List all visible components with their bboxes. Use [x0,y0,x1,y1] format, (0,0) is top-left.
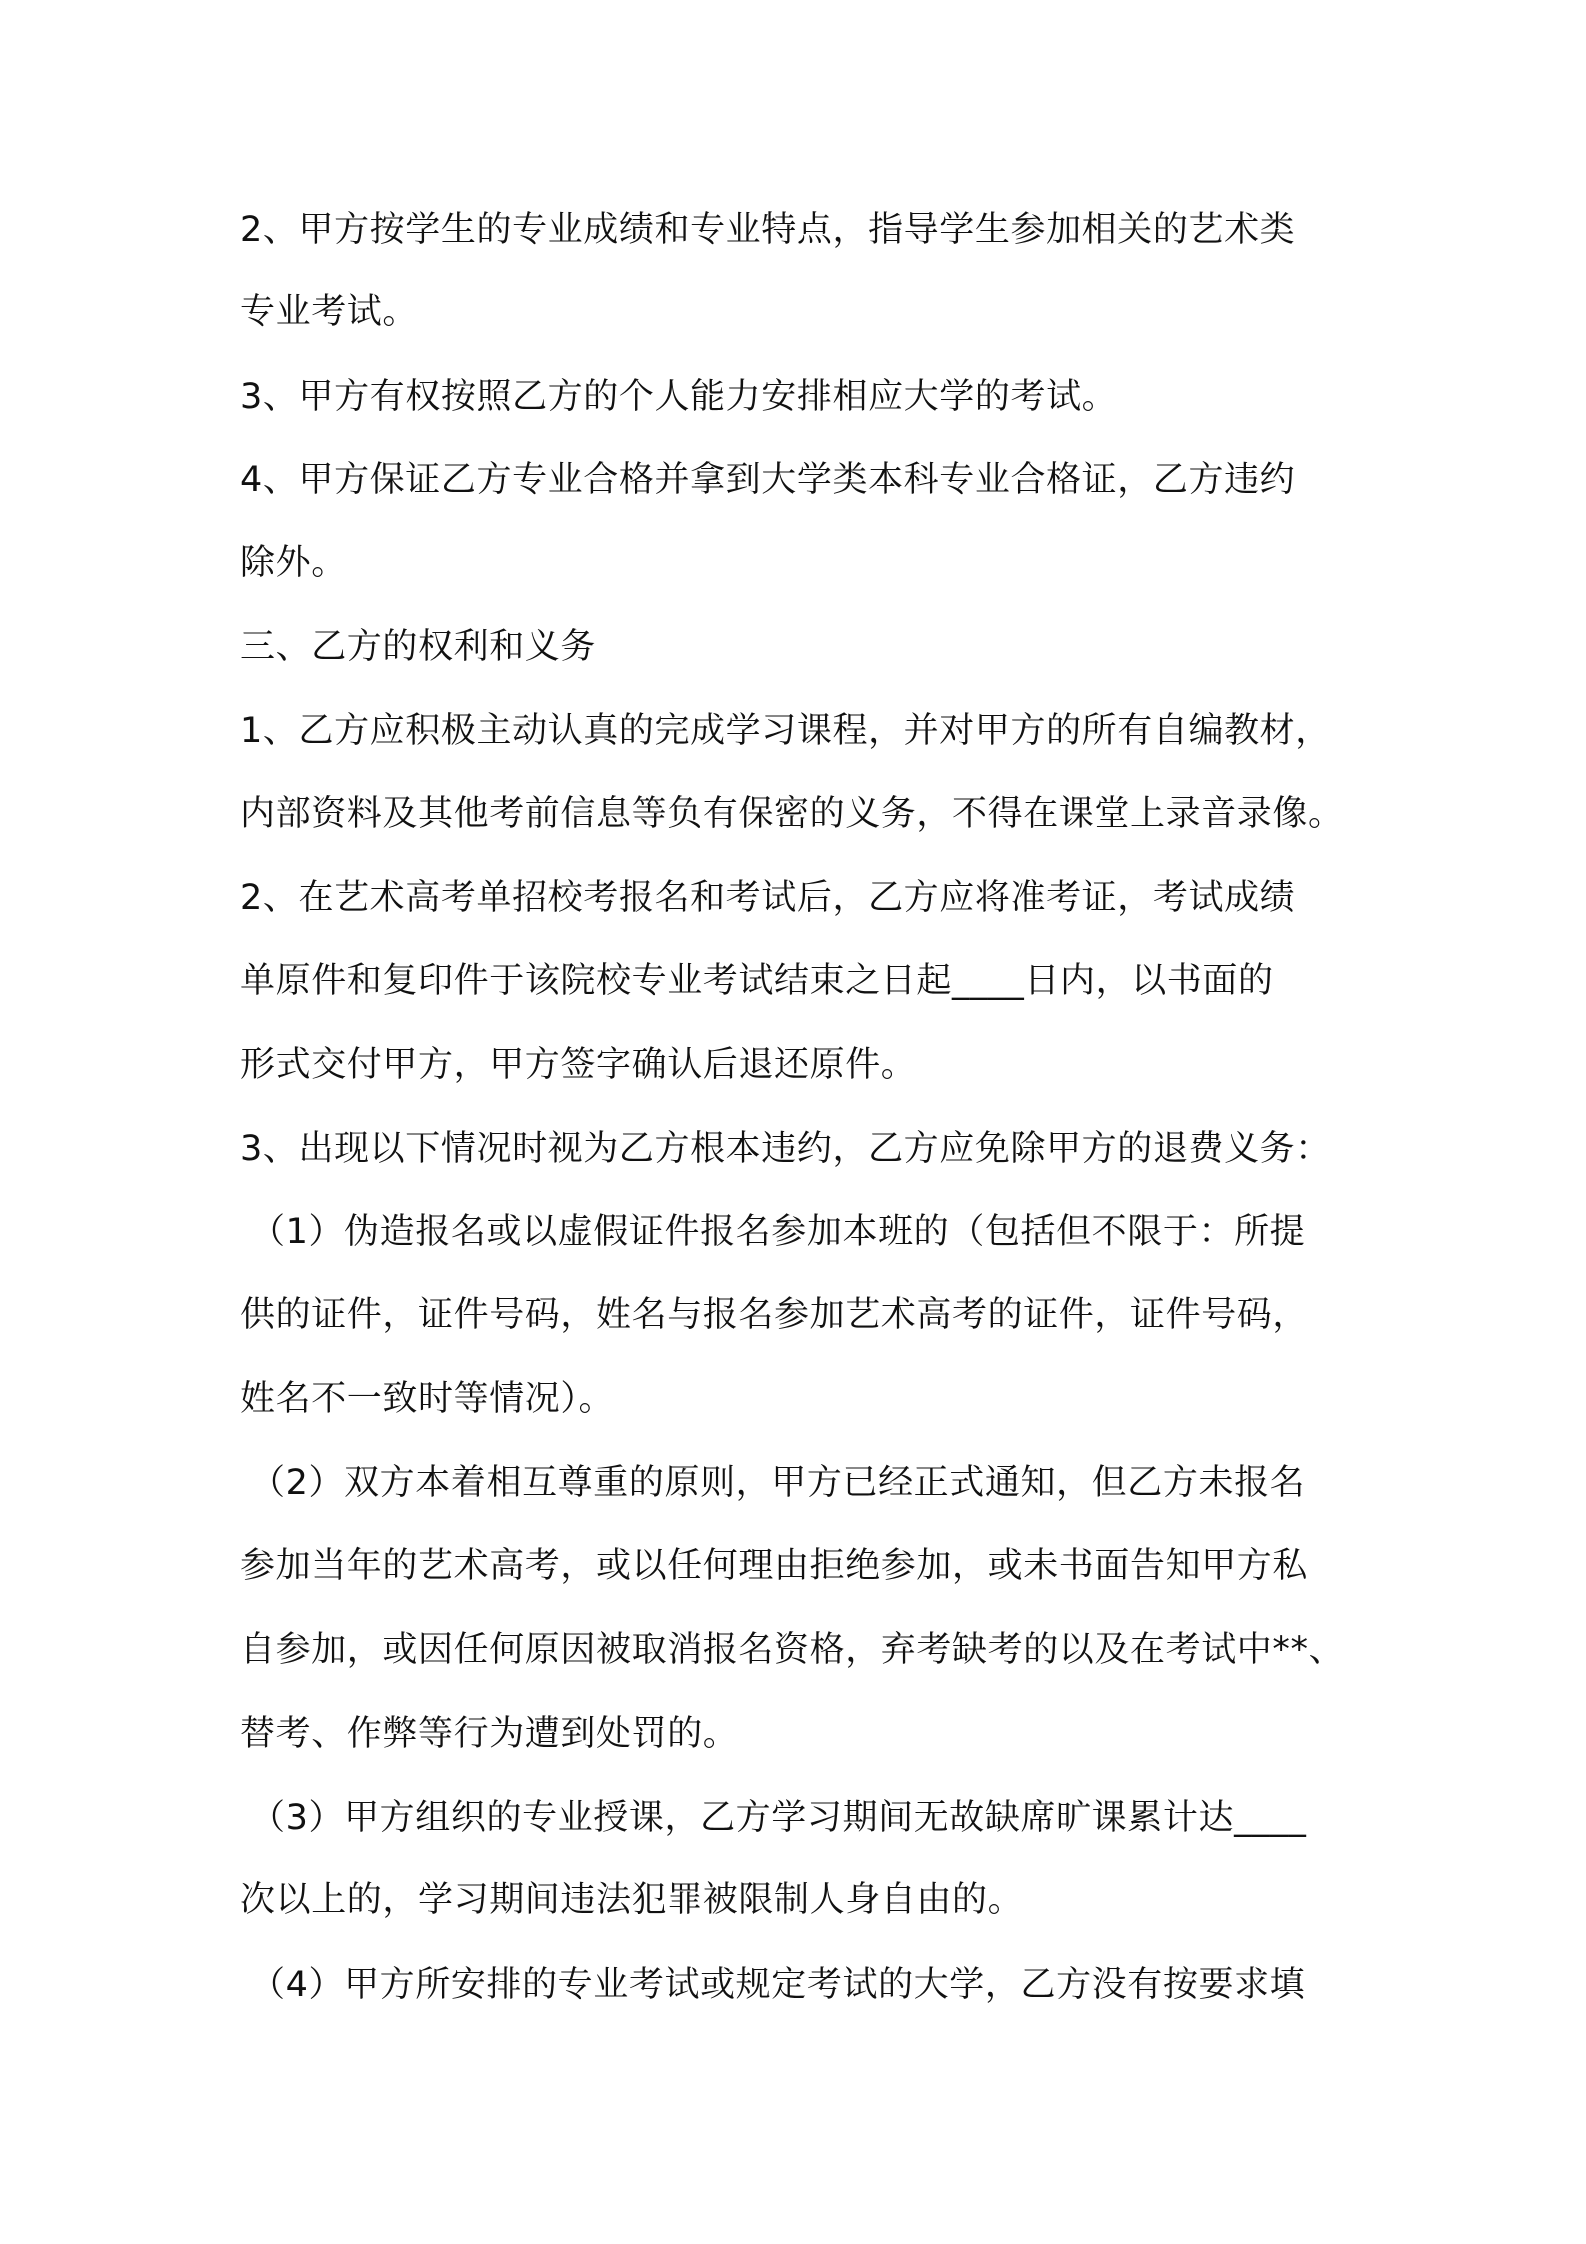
text-line: 2、在艺术高考单招校考报名和考试后，乙方应将准考证，考试成绩 [240,878,1296,918]
text-line: 单原件和复印件于该院校专业考试结束之日起____日内，以书面的 [240,961,1274,1001]
text-line: 除外。 [240,543,347,583]
text-line: 自参加，或因任何原因被取消报名资格，弃考缺考的以及在考试中**、 [240,1630,1345,1670]
text-line: 专业考试。 [240,292,419,332]
text-line: 3、甲方有权按照乙方的个人能力安排相应大学的考试。 [240,377,1118,417]
text-line: （4）甲方所安排的专业考试或规定考试的大学，乙方没有按要求填 [250,1965,1306,2005]
text-line: 形式交付甲方，甲方签字确认后退还原件。 [240,1045,917,1085]
text-line: 2、甲方按学生的专业成绩和专业特点，指导学生参加相关的艺术类 [240,210,1296,250]
text-line: 1、乙方应积极主动认真的完成学习课程，并对甲方的所有自编教材， [240,711,1331,751]
text-line: （2）双方本着相互尊重的原则，甲方已经正式通知，但乙方未报名 [250,1463,1306,1503]
text-line: 替考、作弊等行为遭到处罚的。 [240,1714,739,1754]
text-line: （1）伪造报名或以虚假证件报名参加本班的（包括但不限于：所提 [250,1212,1306,1252]
text-line: 3、出现以下情况时视为乙方根本违约，乙方应免除甲方的退费义务： [240,1129,1331,1169]
text-line: 参加当年的艺术高考，或以任何理由拒绝参加，或未书面告知甲方私 [240,1546,1309,1586]
text-line: （3）甲方组织的专业授课，乙方学习期间无故缺席旷课累计达____ [250,1798,1307,1838]
section-heading: 三、乙方的权利和义务 [240,627,597,667]
text-line: 姓名不一致时等情况）。 [240,1379,615,1419]
text-line: 次以上的，学习期间违法犯罪被限制人身自由的。 [240,1880,1024,1920]
text-line: 供的证件，证件号码，姓名与报名参加艺术高考的证件，证件号码， [240,1295,1309,1335]
text-line: 4、甲方保证乙方专业合格并拿到大学类本科专业合格证，乙方违约 [240,460,1296,500]
text-line: 内部资料及其他考前信息等负有保密的义务，不得在课堂上录音录像。 [240,794,1344,834]
